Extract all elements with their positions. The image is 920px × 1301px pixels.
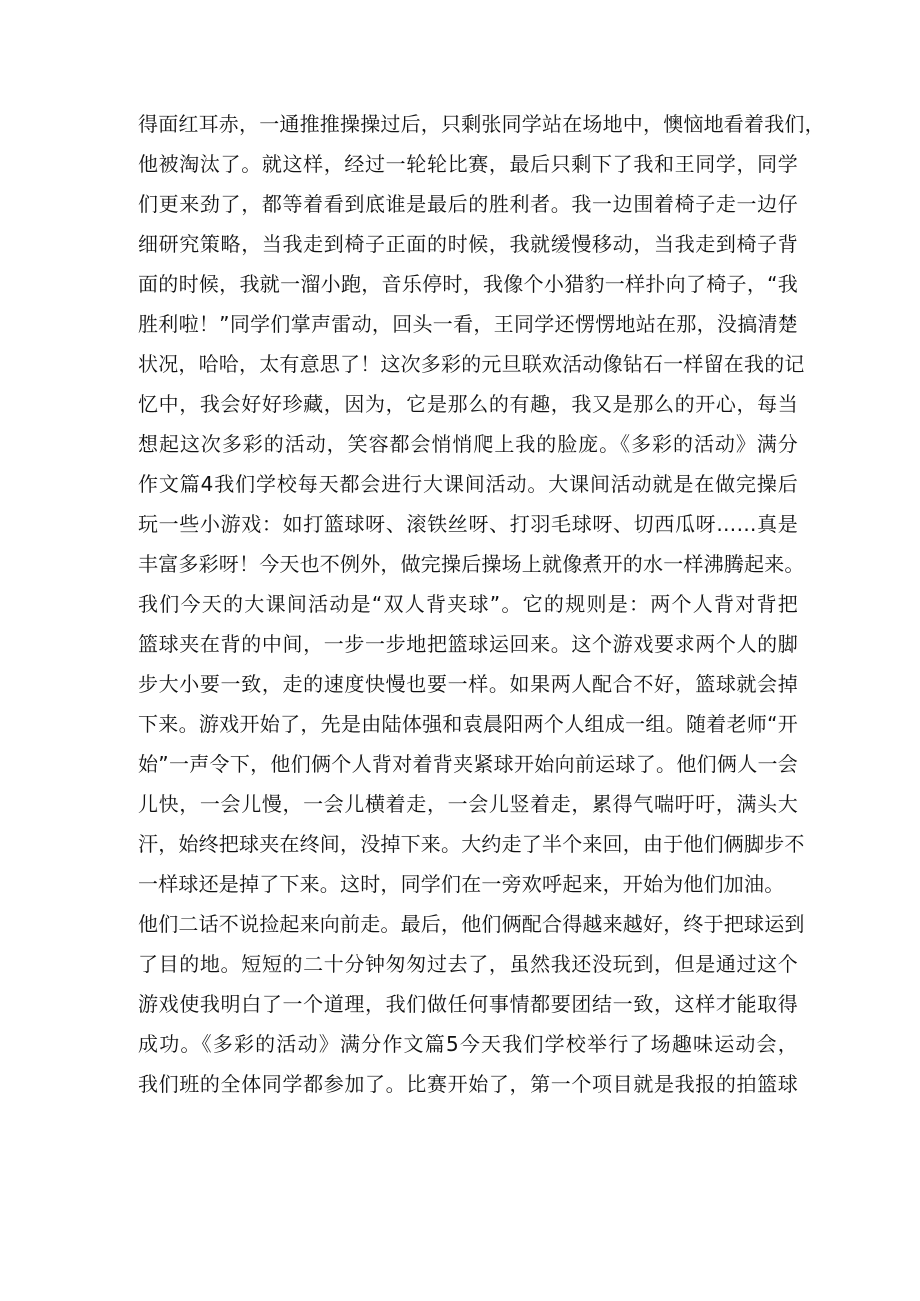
text-line: 我们班的全体同学都参加了。比赛开始了，第一个项目就是我报的拍篮球 <box>138 1072 798 1096</box>
text-line: 他被淘汰了。就这样，经过一轮轮比赛，最后只剩下了我和王同学，同学 <box>138 152 798 176</box>
text-line: 我们今天的大课间活动是“双人背夹球”。它的规则是：两个人背对背把 <box>138 592 798 616</box>
text-line: 儿快，一会儿慢，一会儿横着走，一会儿竖着走，累得气喘吁吁，满头大 <box>138 792 798 816</box>
text-line: 作文篇4我们学校每天都会进行大课间活动。大课间活动就是在做完操后 <box>138 472 798 496</box>
text-line: 得面红耳赤，一通推推操操过后，只剩张同学站在场地中，懊恼地看着我们， <box>138 112 825 136</box>
text-line: 下来。游戏开始了，先是由陆体强和袁晨阳两个人组成一组。随着老师“开 <box>138 712 798 736</box>
text-line: 细研究策略，当我走到椅子正面的时候，我就缓慢移动，当我走到椅子背 <box>138 232 798 256</box>
text-line: 胜利啦！”同学们掌声雷动，回头一看，王同学还愣愣地站在那，没搞清楚 <box>138 312 798 336</box>
text-line: 步大小要一致，走的速度快慢也要一样。如果两人配合不好，篮球就会掉 <box>138 672 798 696</box>
text-line: 玩一些小游戏：如打篮球呀、滚铁丝呀、打羽毛球呀、切西瓜呀……真是 <box>138 512 798 536</box>
text-line: 游戏使我明白了一个道理，我们做任何事情都要团结一致，这样才能取得 <box>138 992 798 1016</box>
text-line: 汗，始终把球夹在终间，没掉下来。大约走了半个来回，由于他们俩脚步不 <box>138 832 805 856</box>
text-line: 忆中，我会好好珍藏，因为，它是那么的有趣，我又是那么的开心，每当 <box>138 392 798 416</box>
text-line: 篮球夹在背的中间，一步一步地把篮球运回来。这个游戏要求两个人的脚 <box>138 632 798 656</box>
text-line: 了目的地。短短的二十分钟匆匆过去了，虽然我还没玩到，但是通过这个 <box>138 952 798 976</box>
text-line: 始”一声令下，他们俩个人背对着背夹紧球开始向前运球了。他们俩人一会 <box>138 752 798 776</box>
text-line: 们更来劲了，都等着看到底谁是最后的胜利者。我一边围着椅子走一边仔 <box>138 192 798 216</box>
text-line: 他们二话不说捡起来向前走。最后，他们俩配合得越来越好，终于把球运到 <box>138 912 805 936</box>
text-line: 想起这次多彩的活动，笑容都会悄悄爬上我的脸庞。《多彩的活动》满分 <box>138 432 798 456</box>
text-line: 一样球还是掉了下来。这时，同学们在一旁欢呼起来，开始为他们加油。 <box>138 872 785 896</box>
text-line: 丰富多彩呀！今天也不例外，做完操后操场上就像煮开的水一样沸腾起来。 <box>138 552 805 576</box>
essay-text <box>138 104 825 1104</box>
text-line: 成功。《多彩的活动》满分作文篇5今天我们学校举行了场趣味运动会， <box>138 1032 798 1056</box>
text-line: 状况，哈哈，太有意思了！这次多彩的元旦联欢活动像钻石一样留在我的记 <box>138 352 805 376</box>
text-line: 面的时候，我就一溜小跑，音乐停时，我像个小猎豹一样扑向了椅子，“我 <box>138 272 798 296</box>
